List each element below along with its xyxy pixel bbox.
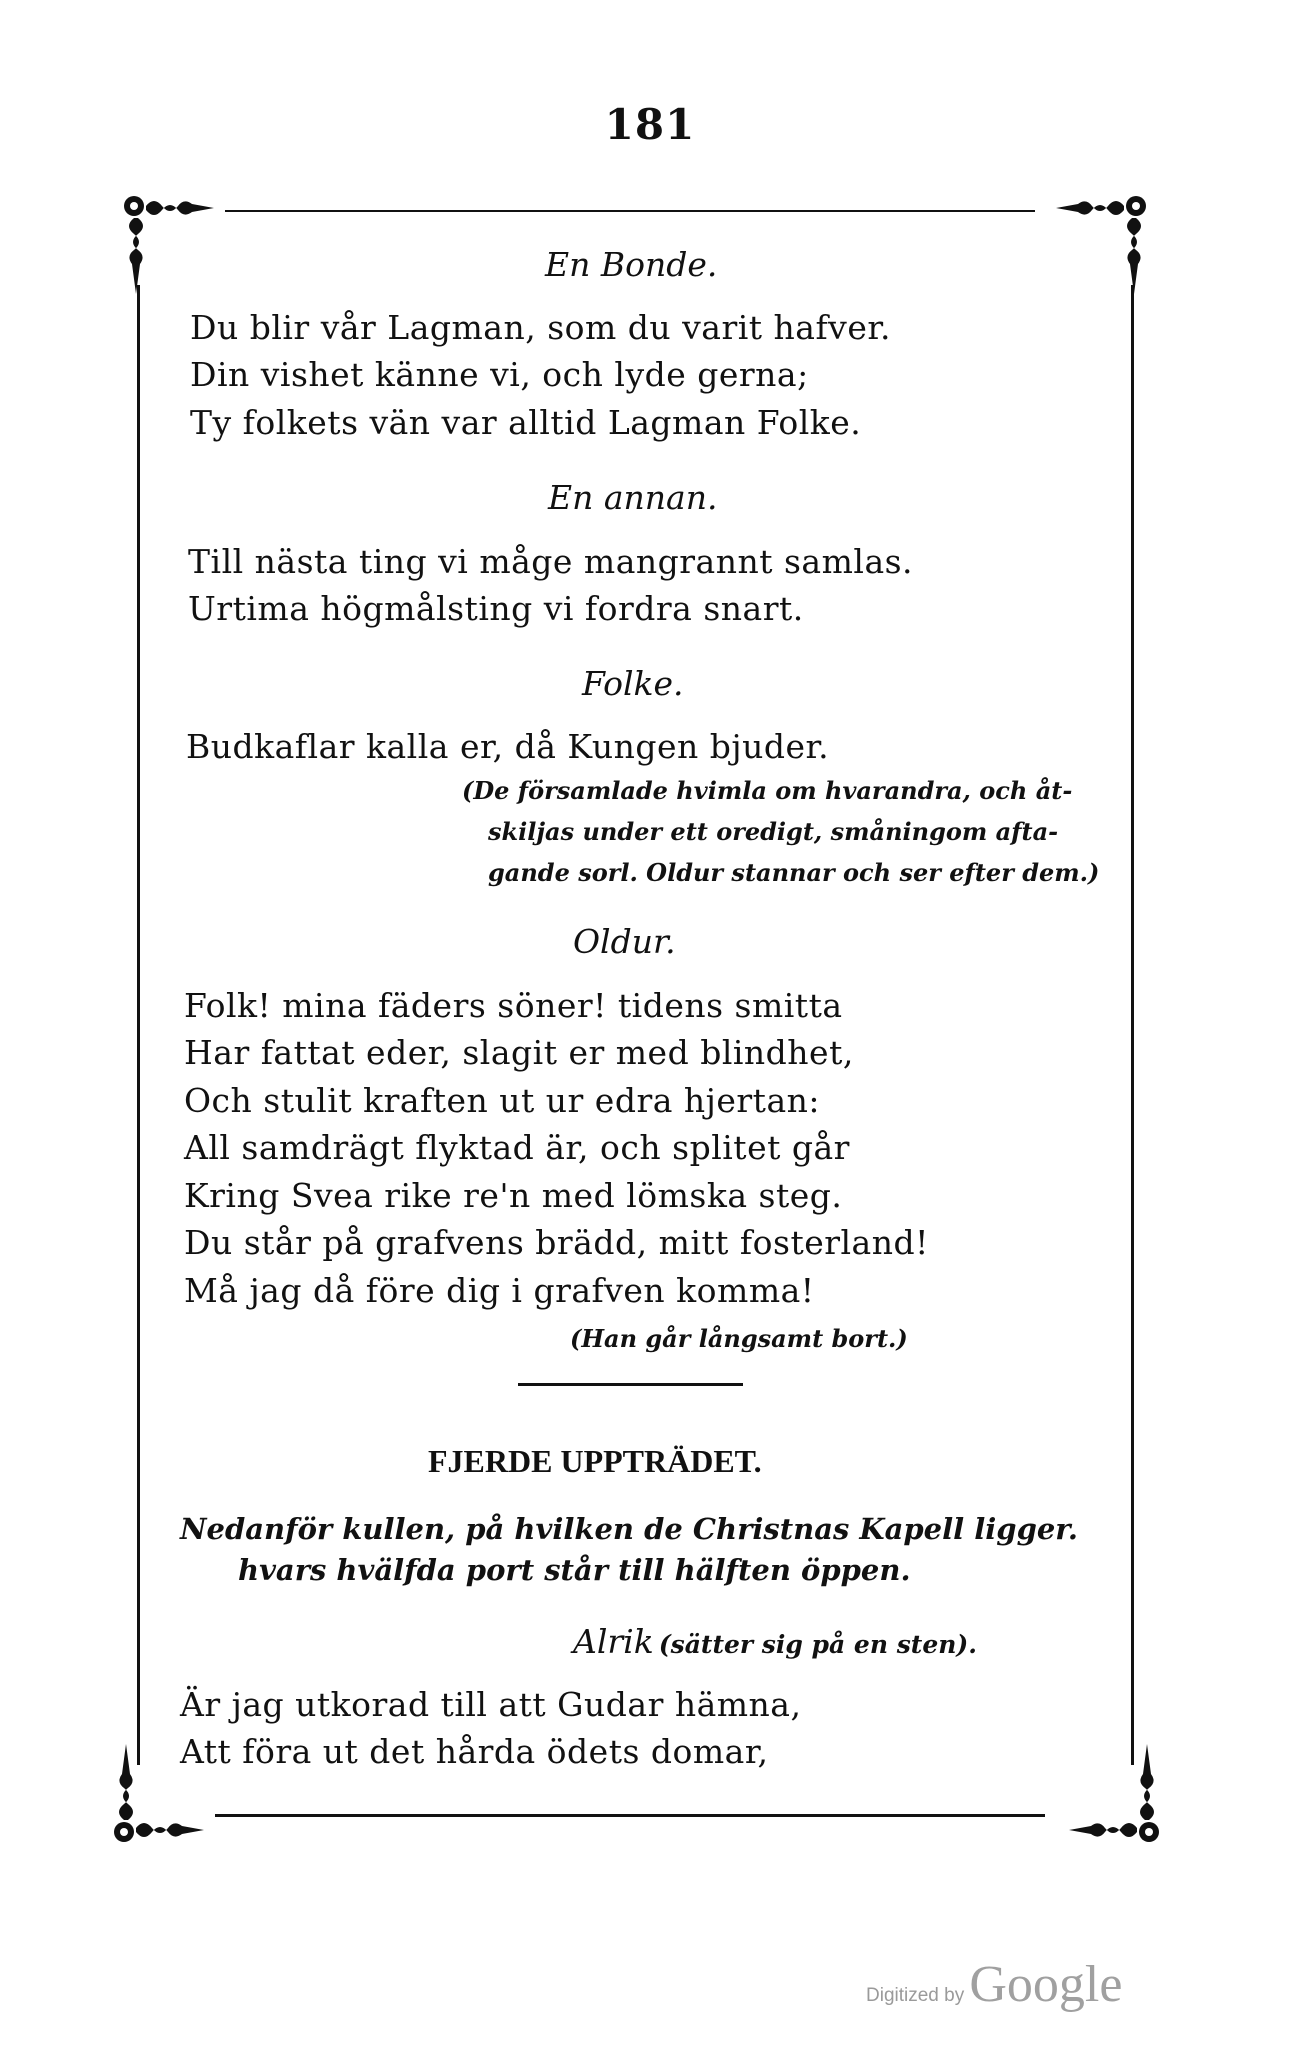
stage-direction-line: gande sorl. Oldur stannar och ser efter dem.)	[488, 858, 1100, 887]
stage-direction-line: skiljas under ett oredigt, småningom afta-	[488, 817, 1059, 846]
speaker-name: Folke.	[582, 664, 684, 703]
verse-line: Till nästa ting vi måge mangrannt samlas.	[188, 542, 914, 581]
speaker-with-direction	[573, 1622, 977, 1661]
speaker-direction: (sätter sig på en sten).	[658, 1630, 977, 1659]
floral-corner-ornament-icon	[118, 188, 228, 298]
stage-direction-line: (De församlade hvimla om hvarandra, och åt-	[462, 776, 1073, 805]
verse-line: Kring Svea rike re'n med lömska steg.	[184, 1176, 843, 1215]
floral-corner-ornament-icon	[1042, 188, 1152, 298]
frame-bottom-rule	[215, 1814, 1045, 1817]
verse-line: Urtima högmålsting vi fordra snart.	[188, 589, 804, 628]
floral-corner-ornament-icon	[1055, 1740, 1165, 1850]
page-number: 181	[604, 100, 696, 149]
speaker-name: Alrik	[573, 1622, 654, 1661]
scene-heading: FJERDE UPPTRÄDET.	[428, 1443, 762, 1479]
verse-line: Budkaflar kalla er, då Kungen bjuder.	[186, 727, 830, 766]
digitized-watermark	[866, 1955, 1122, 2014]
section-divider	[518, 1383, 743, 1386]
verse-line: Är jag utkorad till att Gudar hämna,	[180, 1685, 802, 1724]
verse-line: Har fattat eder, slagit er med blindhet,	[184, 1033, 854, 1072]
watermark-prefix: Digitized by	[866, 1985, 965, 2006]
verse-line: Folk! mina fäders söner! tidens smitta	[184, 986, 843, 1025]
speaker-name: En Bonde.	[545, 245, 718, 284]
verse-line: Må jag då före dig i grafven komma!	[184, 1271, 815, 1310]
verse-line: Du står på grafvens brädd, mitt fosterland!	[184, 1223, 929, 1262]
verse-line: Att föra ut det hårda ödets domar,	[180, 1732, 769, 1771]
verse-line: All samdrägt flyktad är, och splitet går	[184, 1128, 850, 1167]
speaker-name: Oldur.	[573, 922, 676, 961]
frame-top-rule	[225, 210, 1035, 212]
verse-line: Du blir vår Lagman, som du varit hafver.	[190, 308, 891, 347]
stage-direction-line: (Han går långsamt bort.)	[570, 1324, 908, 1353]
frame-left-rule	[137, 285, 140, 1765]
stage-direction-line: hvars hvälfda port står till hälften öppen.	[238, 1553, 911, 1587]
watermark-brand: Google	[969, 1956, 1123, 2013]
verse-line: Ty folkets vän var alltid Lagman Folke.	[190, 403, 862, 442]
frame-right-rule	[1131, 285, 1134, 1765]
verse-line: Din vishet känne vi, och lyde gerna;	[190, 355, 809, 394]
speaker-name: En annan.	[548, 478, 718, 517]
stage-direction-line: Nedanför kullen, på hvilken de Christnas Kapell ligger.	[180, 1512, 1079, 1546]
verse-line: Och stulit kraften ut ur edra hjertan:	[184, 1081, 820, 1120]
